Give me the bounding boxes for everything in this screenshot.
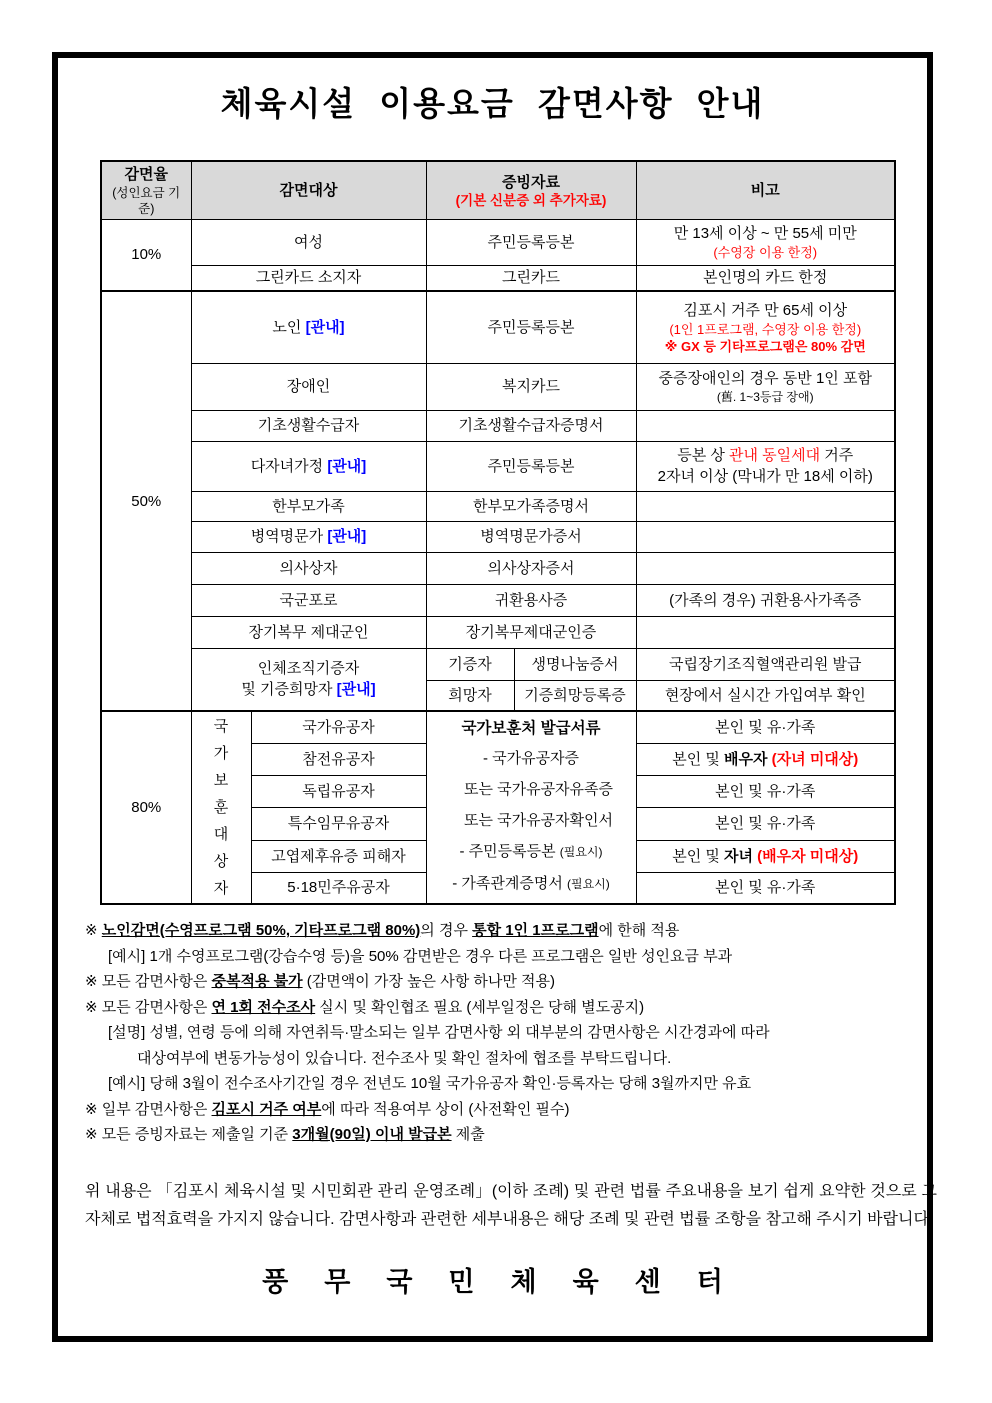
note-residency: ※ 일부 감면사항은 김포시 거주 여부에 따라 적용여부 상이 (사전확인 필수) (85, 1100, 570, 1118)
remark-single-parent (636, 491, 895, 521)
target-senior: 노인 [관내] (191, 291, 426, 363)
row-single-parent (101, 491, 895, 521)
note-document-validity: ※ 모든 증빙자료는 제출일 기준 3개월(90일) 이내 발급본 제출 (85, 1126, 485, 1143)
row-senior (101, 291, 895, 363)
doc-merit-line1: - 국가유공자증 (482, 750, 580, 767)
remark-merit-3: 본인 및 유·가족 (636, 775, 895, 807)
remark-greencard: 본인명의 카드 한정 (636, 265, 895, 291)
rate-80: 80% (101, 711, 191, 904)
target-merit-3: 독립유공자 (251, 775, 426, 807)
target-righteous: 의사상자 (191, 552, 426, 584)
remark-disabled-line2: (舊. 1~3등급 장애) (716, 390, 814, 404)
remark-multichild-line2: 2자녀 이상 (막내가 만 18세 이하) (657, 468, 873, 485)
doc-merit-title: 국가보훈처 발급서류 (461, 720, 601, 737)
row-organ-donor (101, 648, 895, 680)
remark-organ-donor: 국립장기조직혈액관리원 발급 (636, 648, 895, 680)
discount-table (100, 160, 896, 905)
remark-merit-6: 본인 및 유·가족 (636, 872, 895, 904)
remark-multichild (636, 441, 895, 491)
rate-50: 50% (101, 291, 191, 711)
remark-merit-5: 본인 및 자녀 (배우자 미대상) (636, 840, 895, 872)
doc-long-service-veteran: 장기복무제대군인증 (426, 616, 636, 648)
doc-single-parent: 한부모가족증명서 (426, 491, 636, 521)
note-annual-survey: ※ 모든 감면사항은 연 1회 전수조사 실시 및 확인협조 필요 (세부일정은 당해 별도공지) (85, 998, 645, 1016)
target-merit-2: 참전유공자 (251, 743, 426, 775)
row-righteous (101, 552, 895, 584)
remark-merit-4: 본인 및 유·가족 (636, 807, 895, 840)
header-rate-sub: (성인요금 기준) (112, 185, 181, 216)
target-female: 여성 (191, 219, 426, 265)
target-merit-1: 국가유공자 (251, 711, 426, 743)
row-military-merit-family (101, 521, 895, 552)
doc-merit-line5: - 가족관계증명서 (필요시) (452, 875, 610, 892)
header-doc-sub: (기본 신분증 외 추가자료) (455, 192, 607, 208)
remark-female-line2: (수영장 이용 한정) (713, 245, 818, 260)
header-doc (426, 161, 636, 219)
row-long-service-veteran (101, 616, 895, 648)
target-disabled: 장애인 (191, 363, 426, 410)
label-organ-hope: 희망자 (426, 680, 514, 711)
target-greencard: 그린카드 소지자 (191, 265, 426, 291)
doc-merit-line3: 또는 국가유공자확인서 (463, 812, 614, 829)
target-multichild: 다자녀가정 [관내] (191, 441, 426, 491)
remark-merit-1: 본인 및 유·가족 (636, 711, 895, 743)
row-merit-1 (101, 711, 895, 743)
remark-senior-line2: (1인 1프로그램, 수영장 이용 한정) (669, 321, 862, 337)
note-survey-explain: [설명] 성별, 연령 등에 의해 자연취득·말소되는 일부 감면사항 외 대부분의 감면사항은 시간경과에 따라 (108, 1024, 770, 1041)
remark-female-line1: 만 13세 이상 ~ 만 55세 미만 (673, 225, 857, 242)
remark-disabled-line1: 중증장애인의 경우 동반 1인 포함 (658, 370, 872, 387)
target-organ (191, 648, 426, 711)
row-disabled (101, 363, 895, 410)
doc-merit-line2: 또는 국가유공자유족증 (463, 781, 614, 798)
target-organ-line2: 및 기증희망자 [관내] (241, 681, 376, 699)
remark-senior-line1: 김포시 거주 만 65세 이상 (683, 301, 848, 319)
note-survey-example: [예시] 당해 3월이 전수조사기간일 경우 전년도 10월 국가유공자 확인·등록자는 당해 3월까지만 유효 (108, 1075, 752, 1092)
target-single-parent: 한부모가족 (191, 491, 426, 521)
note-survey-explain-cont: 대상여부에 변동가능성이 있습니다. 전수조사 및 확인 절차에 협조를 부탁드립니다. (137, 1049, 672, 1067)
note-senior-example: [예시] 1개 수영프로그램(강습수영 등)을 50% 감면받은 경우 다른 프로그램은 일반 성인요금 부과 (108, 947, 733, 965)
closing-paragraph: 위 내용은 「김포시 체육시설 및 시민회관 관리 운영조례」(이하 조례) 및 관련 법률 주요내용을 보기 쉽게 요약한 것으로 그 자체로 법적효력을 가지지 않습니다. 감면사항과 관련한 세부내용은 해당 조례 및 관련 법률 조항을 참고해 주시기 바랍니다. (85, 1182, 937, 1228)
row-greencard (101, 265, 895, 291)
doc-military-merit-family: 병역명문가증서 (426, 521, 636, 552)
remark-senior (636, 291, 895, 363)
notes-section (85, 918, 927, 1148)
target-long-service-veteran: 장기복무 제대군인 (191, 616, 426, 648)
table-header-row (101, 161, 895, 219)
page-border-frame (52, 52, 937, 1342)
header-rate-title: 감면율 (124, 165, 168, 183)
target-merit-5: 고엽제후유증 피해자 (251, 840, 426, 872)
target-basic-recipient: 기초생활수급자 (191, 410, 426, 441)
header-remark: 비고 (636, 161, 895, 219)
target-merit-6: 5·18민주유공자 (251, 872, 426, 904)
remark-senior-line3: ※ GX 등 기타프로그램은 80% 감면 (664, 338, 866, 354)
doc-female: 주민등록등본 (426, 219, 636, 265)
doc-senior: 주민등록등본 (426, 291, 636, 363)
label-organ-donor: 기증자 (426, 648, 514, 680)
doc-merit-line4: - 주민등록등본 (필요시) (459, 843, 603, 860)
doc-pow: 귀환용사증 (426, 584, 636, 616)
remark-disabled (636, 363, 895, 410)
doc-basic-recipient: 기초생활수급자증명서 (426, 410, 636, 441)
remark-long-service-veteran (636, 616, 895, 648)
target-military-merit-family: 병역명문가 [관내] (191, 521, 426, 552)
merit-group-label (191, 711, 251, 904)
target-pow: 국군포로 (191, 584, 426, 616)
doc-multichild: 주민등록등본 (426, 441, 636, 491)
header-target: 감면대상 (191, 161, 426, 219)
header-doc-title: 증빙자료 (502, 173, 560, 191)
doc-organ-donor: 생명나눔증서 (514, 648, 636, 680)
remark-pow: (가족의 경우) 귀환용사가족증 (636, 584, 895, 616)
remark-military-merit-family (636, 521, 895, 552)
row-pow (101, 584, 895, 616)
remark-female (636, 219, 895, 265)
document-title: 체육시설 이용요금 감면사항 안내 (220, 85, 765, 122)
row-female (101, 219, 895, 265)
doc-merit-block (426, 711, 636, 904)
merit-group-label-text: 국가보훈대상자 (213, 718, 229, 897)
note-senior-discount: ※ 노인감면(수영프로그램 50%, 기타프로그램 80%)의 경우 통합 1인 1프로그램에 한해 적용 (85, 922, 680, 939)
doc-righteous: 의사상자증서 (426, 552, 636, 584)
note-no-duplicate: ※ 모든 감면사항은 중복적용 불가 (감면액이 가장 높은 사항 하나만 적용) (85, 973, 555, 990)
header-rate (101, 161, 191, 219)
doc-disabled: 복지카드 (426, 363, 636, 410)
doc-greencard: 그린카드 (426, 265, 636, 291)
remark-organ-hope: 현장에서 실시간 가입여부 확인 (636, 680, 895, 711)
target-organ-line1: 인체조직기증자 (257, 660, 360, 678)
remark-righteous (636, 552, 895, 584)
doc-organ-hope: 기증희망등록증 (514, 680, 636, 711)
row-multichild (101, 441, 895, 491)
remark-basic-recipient (636, 410, 895, 441)
remark-multichild-line1: 등본 상 관내 동일세대 거주 (677, 447, 854, 464)
target-merit-4: 특수임무유공자 (251, 807, 426, 840)
row-basic-recipient (101, 410, 895, 441)
remark-merit-2: 본인 및 배우자 (자녀 미대상) (636, 743, 895, 775)
rate-10: 10% (101, 219, 191, 291)
organization-name: 풍무국민체육센터 (262, 1266, 759, 1297)
